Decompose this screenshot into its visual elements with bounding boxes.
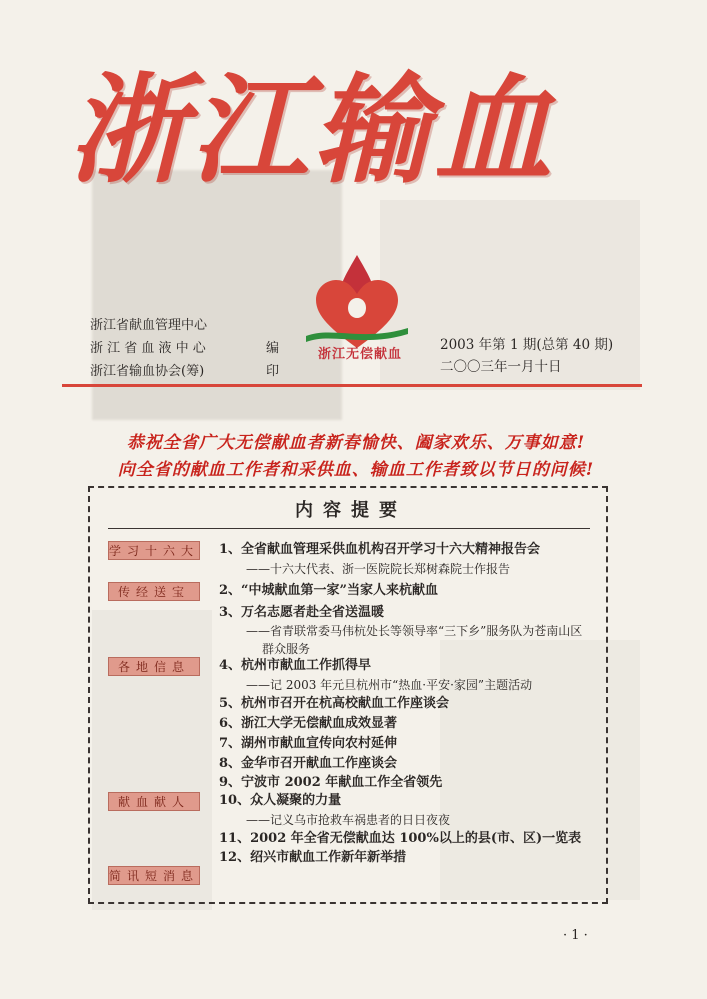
contents-item: 6、浙江大学无偿献血成效显著 (219, 716, 398, 731)
contents-item: 11、2002 年全省无偿献血达 100%以上的县(市、区)一览表 (219, 831, 582, 846)
publisher-line: 浙江省输血协会(筹) (90, 364, 205, 379)
issue-info (440, 334, 613, 378)
contents-item: 8、金华市召开献血工作座谈会 (219, 756, 398, 771)
contents-item: 4、杭州市献血工作抓得早 (219, 658, 372, 673)
page-number: · 1 · (563, 928, 588, 943)
masthead-title: 浙江输血 (68, 60, 557, 199)
logo-text: 浙江无偿献血 (318, 347, 403, 362)
header-divider (62, 384, 642, 387)
contents-item: 12、绍兴市献血工作新年新举措 (219, 850, 407, 865)
contents-item: 9、宁波市 2002 年献血工作全省领先 (219, 775, 443, 790)
contents-item: 3、万名志愿者赴全省送温暖 (219, 605, 385, 620)
greeting-line: 向全省的献血工作者和采供血、输血工作者致以节日的问候! (117, 460, 595, 480)
contents-subitem: ——省青联常委马伟杭处长等领导率“三下乡”服务队为苍南山区 (246, 624, 583, 638)
issue-date: 二〇〇三年一月十日 (440, 359, 562, 375)
publisher-line: 浙 江 省 血 液 中 心 (90, 341, 206, 356)
contents-item: 10、众人凝聚的力量 (219, 793, 342, 808)
compile-label: 编印 (266, 341, 280, 379)
contents-subitem: ——十六大代表、浙一医院院长郑树森院士作报告 (246, 562, 511, 576)
contents-divider (108, 528, 590, 529)
category-label: 简讯短消息 (108, 866, 200, 885)
category-label: 各地信息 (108, 657, 200, 676)
contents-subitem: ——记 2003 年元旦杭州市“热血·平安·家园”主题活动 (246, 678, 533, 692)
issue-number: 2003 年第 1 期(总第 40 期) (440, 337, 614, 353)
category-label: 学习十六大 (108, 541, 200, 560)
publisher-block (90, 314, 280, 383)
publisher-line: 浙江省献血管理中心 (90, 318, 208, 333)
contents-item: 1、全省献血管理采供血机构召开学习十六大精神报告会 (219, 542, 541, 557)
greeting-line: 恭祝全省广大无偿献血者新春愉快、阖家欢乐、万事如意! (126, 433, 586, 453)
contents-item: 7、湖州市献血宣传向农村延伸 (219, 736, 398, 751)
category-label: 传经送宝 (108, 582, 200, 601)
category-label: 献血献人 (108, 792, 200, 811)
contents-subitem: ——记义乌市抢救车祸患者的日日夜夜 (246, 813, 451, 827)
contents-item: 2、“中城献血第一家”当家人来杭献血 (219, 583, 439, 598)
contents-item: 5、杭州市召开在杭高校献血工作座谈会 (219, 696, 450, 711)
contents-subitem: 群众服务 (262, 642, 311, 656)
contents-title: 内容提要 (295, 500, 407, 521)
